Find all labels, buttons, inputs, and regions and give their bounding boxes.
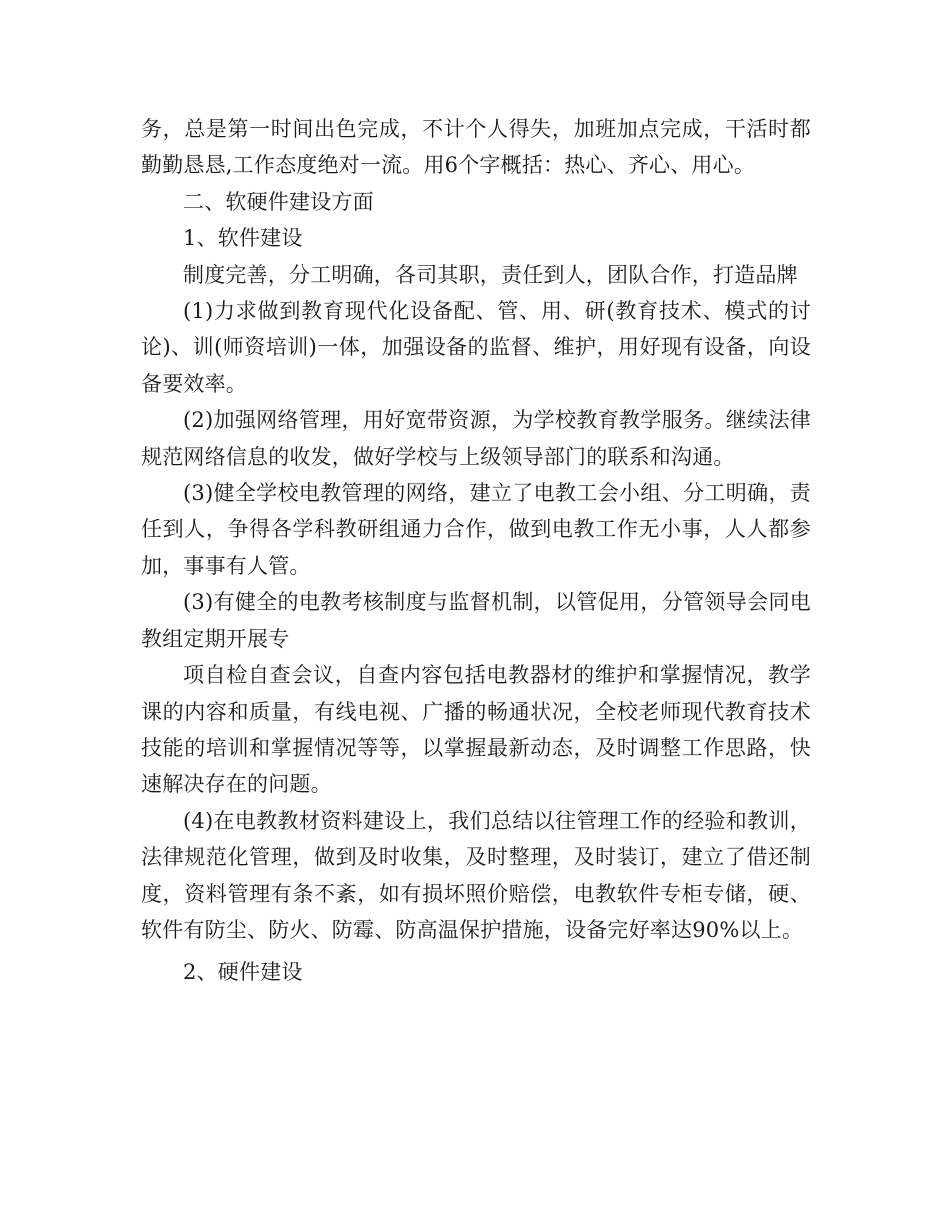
paragraph-item-3b-continued: 项自检自查会议，自查内容包括电教器材的维护和掌握情况，教学课的内容和质量，有线电视、广播的畅通状况，全校老师现代教育技术技能的培训和掌握情况等等，以掌握最新动态，及时调整工作思路，快速解决存在的问题。 (141, 663, 811, 797)
paragraph-item-3b: (3)有健全的电教考核制度与监督机制，以管促用，分管领导会同电教组定期开展专 (141, 590, 811, 651)
subsection-heading-hardware: 2、硬件建设 (183, 960, 303, 985)
paragraph-software-summary: 制度完善，分工明确，各司其职，责任到人，团队合作，打造品牌 (183, 262, 798, 287)
paragraph-item-1: (1)力求做到教育现代化设备配、管、用、研(教育技术、模式的讨论)、训(师资培训)一体，加强设备的监督、维护，用好现有设备，向设备要效率。 (141, 299, 811, 396)
paragraph-continuation: 务，总是第一时间出色完成，不计个人得失，加班加点完成，干活时都勤勤恳恳,工作态度绝对一流。用6个字概括：热心、齐心、用心。 (141, 117, 811, 178)
subsection-heading-software: 1、软件建设 (183, 226, 303, 251)
paragraph-item-4: (4)在电教教材资料建设上，我们总结以往管理工作的经验和教训，法律规范化管理，做到及时收集，及时整理，及时装订，建立了借还制度，资料管理有条不紊，如有损坏照价赔偿，电教软件专柜专储，硬、软件有防尘、防火、防霉、防高温保护措施，设备完好率达90%以上。 (141, 808, 811, 942)
document-body (141, 111, 811, 991)
paragraph-item-2: (2)加强网络管理，用好宽带资源，为学校教育教学服务。继续法律规范网络信息的收发，做好学校与上级领导部门的联系和沟通。 (141, 408, 811, 469)
section-heading-hardware-software: 二、软硬件建设方面 (183, 189, 374, 214)
paragraph-item-3a: (3)健全学校电教管理的网络，建立了电教工会小组、分工明确，责任到人，争得各学科教研组通力合作，做到电教工作无小事，人人都参加，事事有人管。 (141, 481, 811, 578)
